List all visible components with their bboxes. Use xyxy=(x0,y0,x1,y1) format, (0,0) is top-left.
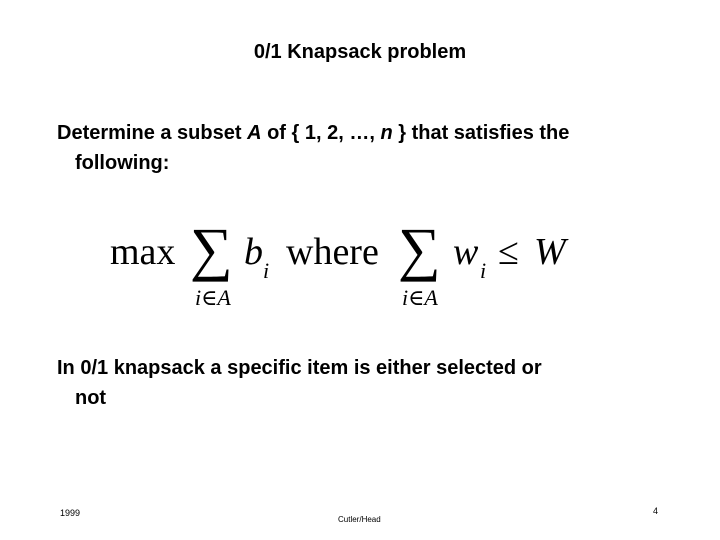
variable-n: n xyxy=(380,122,393,144)
variable-a: A xyxy=(247,122,262,144)
index-i: i xyxy=(402,285,409,310)
index-set-a: A xyxy=(424,285,438,310)
benefit-subscript: i xyxy=(263,258,270,283)
problem-text-continuation: following: xyxy=(75,152,170,174)
footer-year: 1999 xyxy=(60,508,81,518)
max-word: max xyxy=(110,231,176,273)
where-word: where xyxy=(286,231,379,273)
element-of-symbol: ∈ xyxy=(201,285,218,310)
weight-subscript: i xyxy=(480,258,487,283)
slide-title: 0/1 Knapsack problem xyxy=(253,41,467,63)
objective-formula xyxy=(110,215,590,315)
element-of-symbol: ∈ xyxy=(408,285,425,310)
problem-text-start: Determine a subset xyxy=(57,122,248,144)
sum-index-weight xyxy=(402,287,438,309)
benefit-variable: b xyxy=(244,231,263,273)
summation-symbol-benefit: ∑ xyxy=(190,216,233,282)
problem-text-end: } that satisfies the xyxy=(392,122,570,144)
sum-index-benefit xyxy=(195,287,231,309)
problem-statement xyxy=(57,118,687,178)
index-i: i xyxy=(195,285,202,310)
explanation-text xyxy=(57,353,687,413)
less-equal-symbol: ≤ xyxy=(498,231,519,273)
explanation-line-1: In 0/1 knapsack a specific item is either selected or xyxy=(57,357,542,379)
capacity-variable: W xyxy=(534,231,566,273)
summation-symbol-weight: ∑ xyxy=(398,216,441,282)
index-set-a: A xyxy=(217,285,231,310)
footer-author: Cutler/Head xyxy=(338,515,381,524)
weight-variable: w xyxy=(453,231,479,273)
problem-text-middle: of { 1, 2, …, xyxy=(261,122,381,144)
page-number: 4 xyxy=(653,506,659,516)
explanation-line-2: not xyxy=(75,387,107,409)
